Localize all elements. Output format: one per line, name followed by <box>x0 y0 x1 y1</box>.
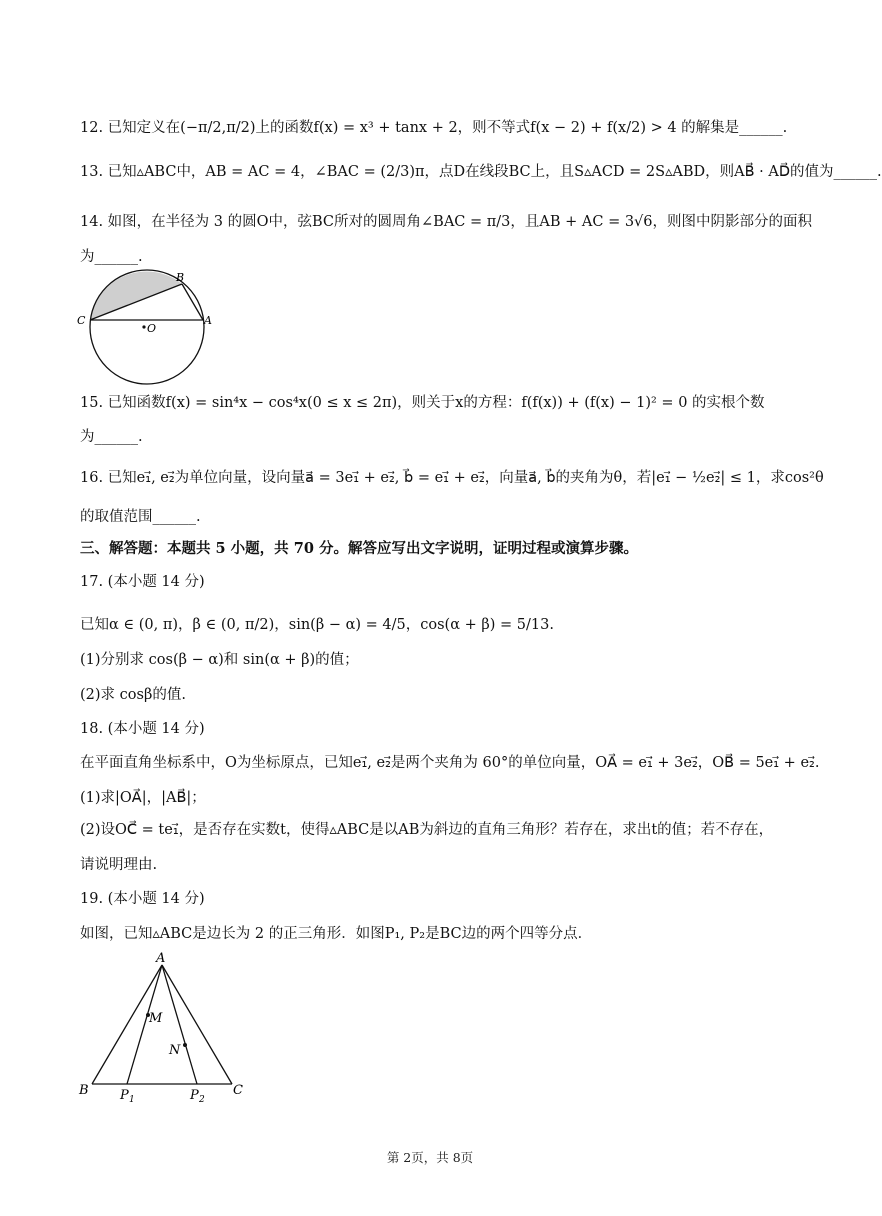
question-17-part-2: (2)求 cosβ的值. <box>80 687 186 703</box>
section-3-heading: 三、解答题：本题共 5 小题，共 70 分。解答应写出文字说明，证明过程或演算步骤。 <box>80 540 638 557</box>
question-17-given: 已知α ∈ (0, π)，β ∈ (0, π/2)，sin(β − α) = 4/5，cos(α + β) = 5/13. <box>80 617 554 633</box>
question-14-line-2: 为______. <box>80 249 143 265</box>
label-m: M <box>149 1011 163 1026</box>
label-p1-sub: 1 <box>129 1095 135 1105</box>
question-18-part-2-line-2: 请说明理由. <box>80 857 158 873</box>
segment-ap2 <box>162 965 197 1084</box>
label-n: N <box>169 1043 181 1058</box>
label-c: C <box>233 1083 243 1098</box>
question-18-heading: 18. (本小题 14 分) <box>80 721 205 737</box>
label-b: B <box>176 271 185 284</box>
side-ac <box>162 965 232 1084</box>
question-17-heading: 17. (本小题 14 分) <box>80 574 205 590</box>
label-c: C <box>77 314 86 327</box>
page-footer: 第 2页，共 8页 <box>386 1150 474 1165</box>
question-18-part-1: (1)求|OA⃗|，|AB⃗|； <box>80 790 206 806</box>
label-a: A <box>156 951 166 966</box>
question-18-given: 在平面直角坐标系中，O为坐标原点，已知e₁⃗, e₂⃗是两个夹角为 60°的单位向量，OA⃗ = e₁⃗ + 3e₂⃗，OB⃗ = 5e₁⃗ + e₂⃗. <box>80 755 820 771</box>
question-12: 12. 已知定义在(−π/2,π/2)上的函数f(x) = x³ + tanx + 2，则不等式f(x − 2) + f(x/2) > 4 的解集是______. <box>80 120 788 136</box>
label-a: A <box>204 314 212 327</box>
label-p2: P <box>190 1088 199 1103</box>
label-o: O <box>147 322 157 335</box>
question-18-part-2-line-1: (2)设OC⃗ = te₁⃗，是否存在实数t，使得▵ABC是以AB为斜边的直角三角形？若存在，求出t的值；若不存在， <box>80 822 774 838</box>
label-p1: P <box>120 1088 129 1103</box>
question-13: 13. 已知▵ABC中，AB = AC = 4，∠BAC = (2/3)π，点D在线段BC上，且S▵ACD = 2S▵ABD，则AB⃗ · AD⃗的值为______. <box>80 164 882 180</box>
label-p2-sub: 2 <box>199 1095 205 1105</box>
question-15-line-1: 15. 已知函数f(x) = sin⁴x − cos⁴x(0 ≤ x ≤ 2π)，则关于x的方程：f(f(x)) + (f(x) − 1)² = 0 的实根个数 <box>80 395 765 411</box>
question-19-heading: 19. (本小题 14 分) <box>80 891 205 907</box>
question-16-line-2: 的取值范围______. <box>80 509 201 525</box>
question-17-part-1: (1)分别求 cos(β − α)和 sin(α + β)的值； <box>80 652 359 668</box>
triangle-figure <box>72 948 252 1108</box>
label-b: B <box>79 1083 89 1098</box>
shaded-segment <box>90 271 185 320</box>
question-14-line-1: 14. 如图，在半径为 3 的圆O中，弦BC所对的圆周角∠BAC = π/3，且AB + AC = 3√6，则图中阴影部分的面积 <box>80 214 813 230</box>
circle-figure <box>74 268 220 386</box>
point-n <box>183 1043 187 1047</box>
question-15-line-2: 为______. <box>80 429 143 445</box>
chord-ba <box>182 284 203 320</box>
center-point <box>142 325 145 328</box>
question-16-line-1: 16. 已知e₁⃗, e₂⃗为单位向量，设向量a⃗ = 3e₁⃗ + e₂⃗, b⃗ = e₁⃗ + e₂⃗，向量a⃗, b⃗的夹角为θ，若|e₁⃗ − ½e₂⃗| ≤ 1，求cos²θ <box>80 470 824 486</box>
question-19-given: 如图，已知▵ABC是边长为 2 的正三角形．如图P₁, P₂是BC边的两个四等分点． <box>80 926 593 942</box>
